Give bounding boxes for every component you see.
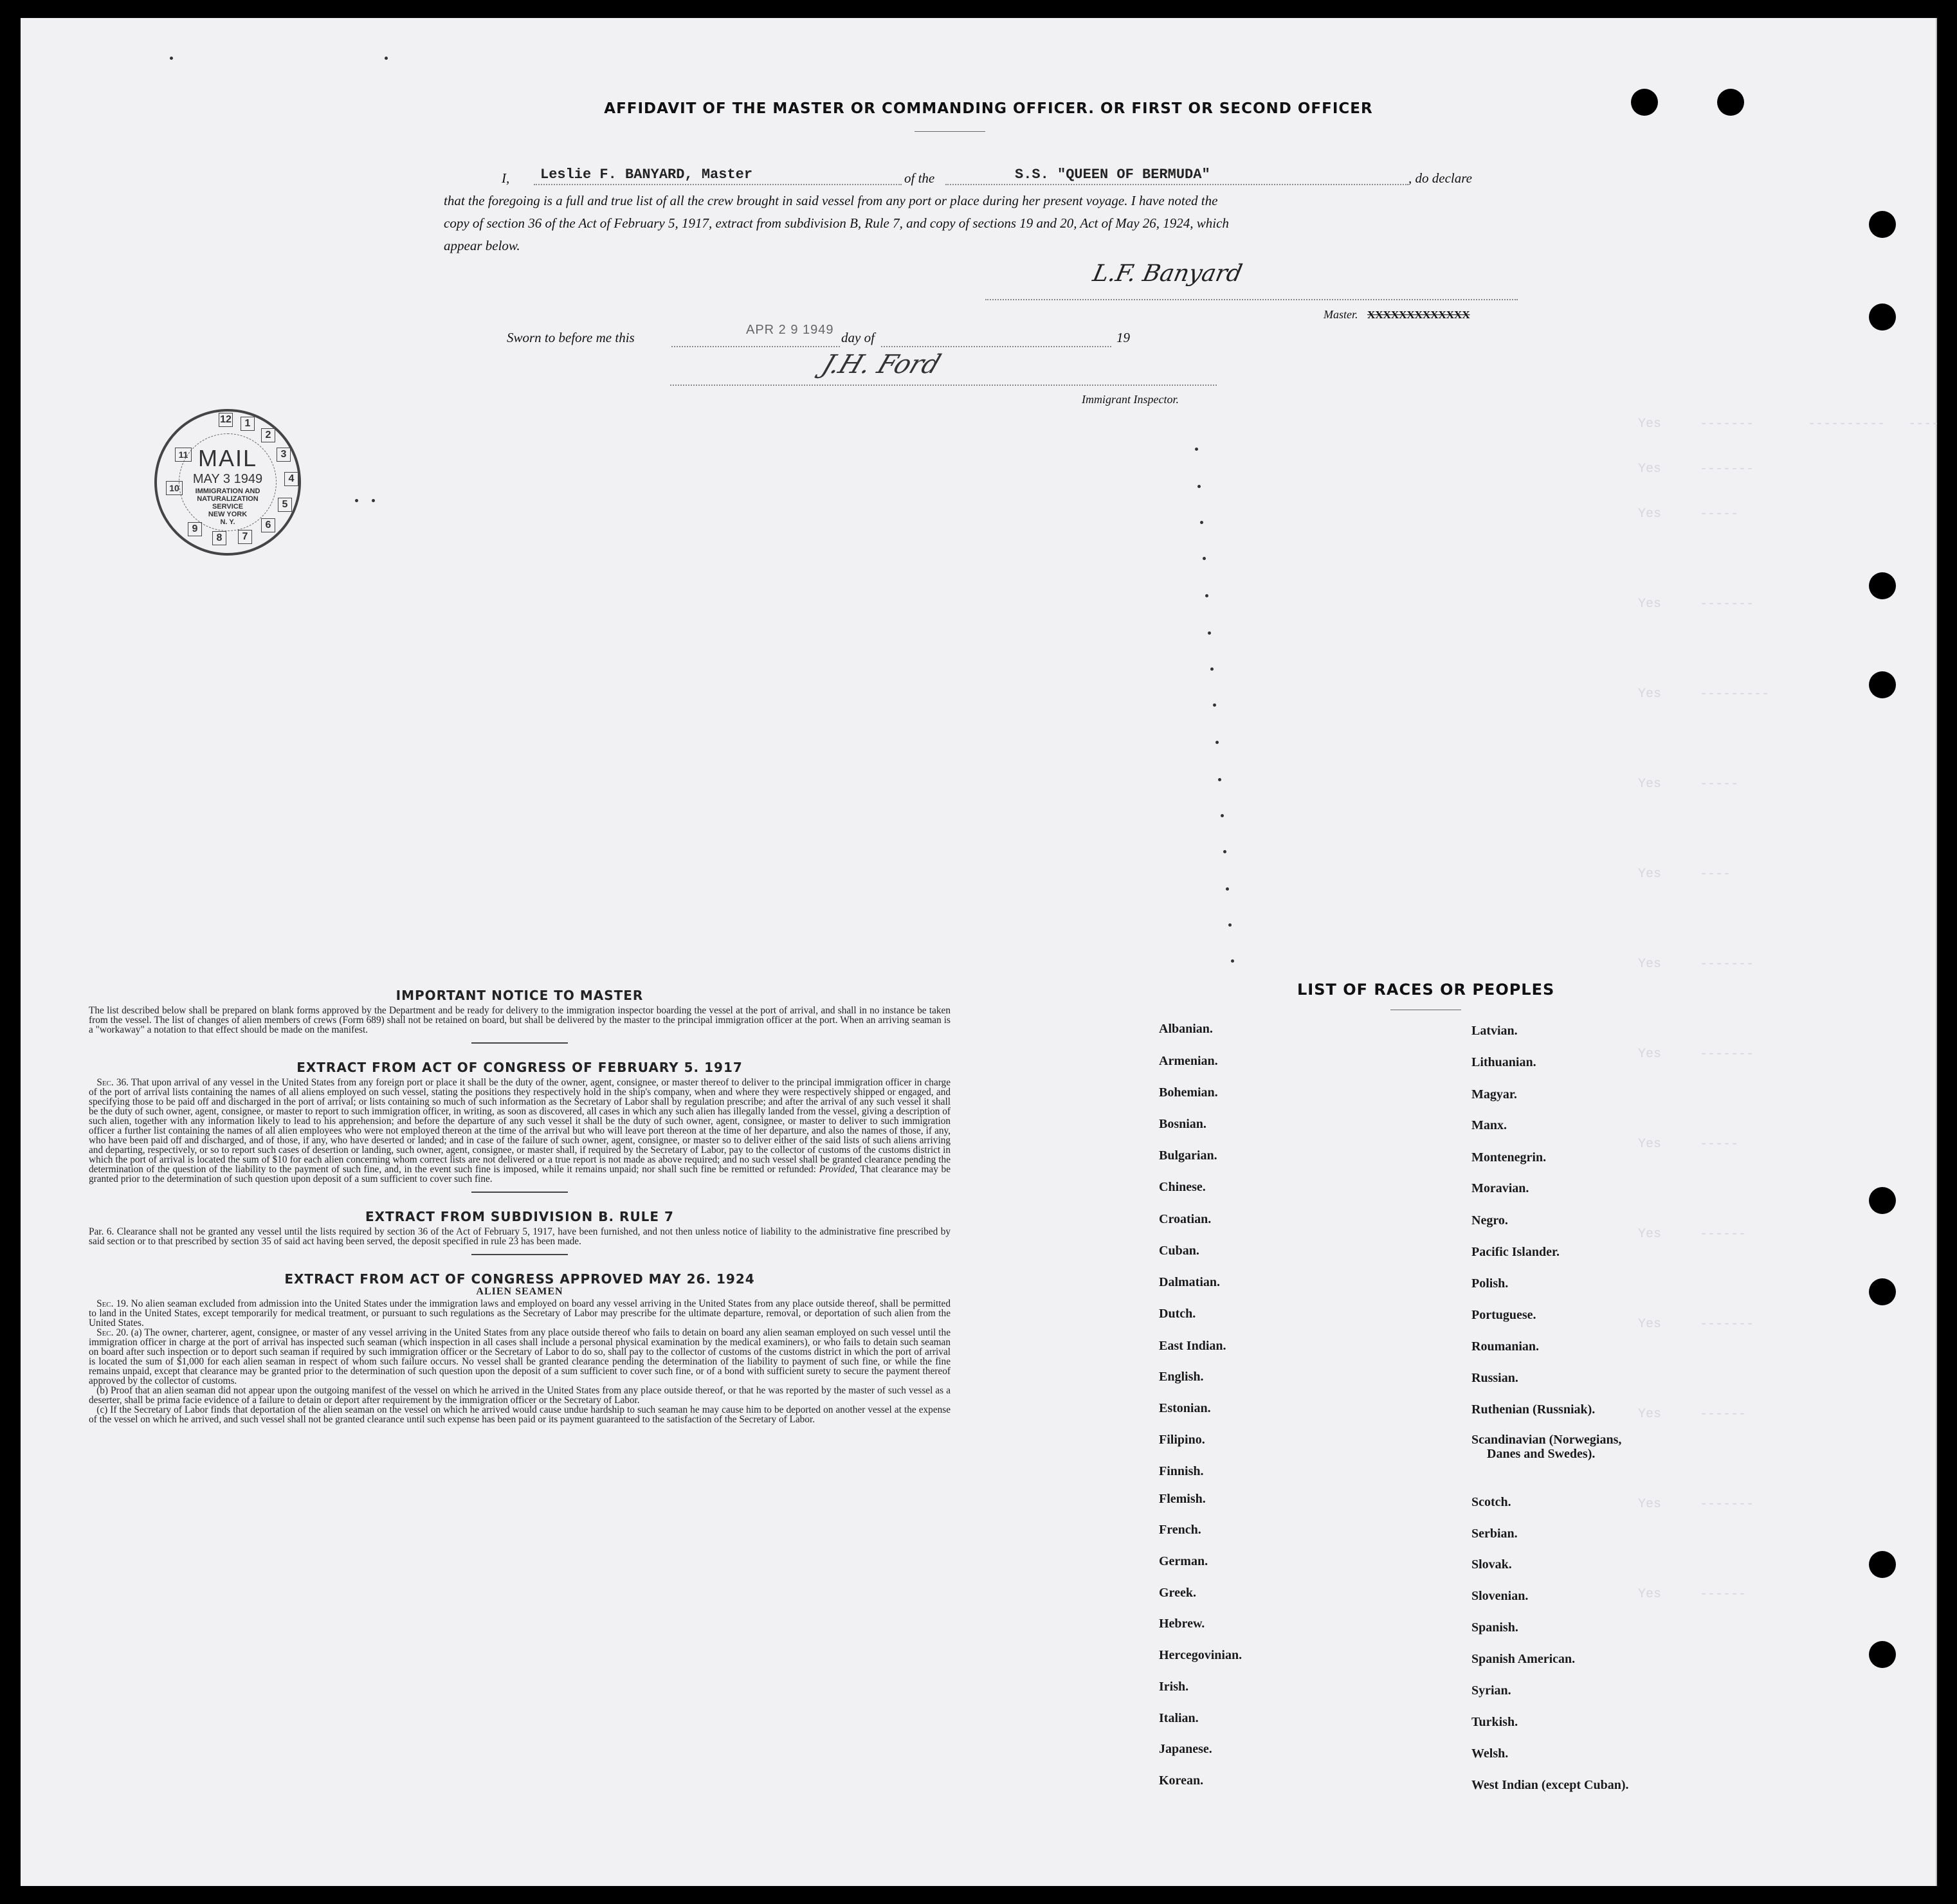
act-1924-heading: EXTRACT FROM ACT OF CONGRESS APPROVED MAY 26. 1924 [284, 1271, 755, 1287]
bleed-through-text: Yes ---- [1638, 867, 1731, 882]
race-item: Polish. [1471, 1276, 1509, 1291]
speck [1215, 741, 1219, 744]
speck [1213, 703, 1216, 707]
stamp-hour: 1 [241, 417, 255, 431]
bleed-through-text: Yes ------ [1638, 1227, 1747, 1242]
sec-20a-text [89, 1328, 951, 1386]
race-item: Negro. [1471, 1213, 1508, 1228]
manifest-sheet [21, 18, 1940, 1886]
bleed-through-text: Yes ----- [1638, 507, 1739, 521]
race-item: Turkish. [1471, 1715, 1518, 1729]
vessel-name-field: S.S. "QUEEN OF BERMUDA" [1015, 167, 1210, 183]
race-item: French. [1159, 1523, 1201, 1537]
sec-20c-text [89, 1405, 951, 1424]
bleed-through-text: Yes ------- [1638, 462, 1754, 476]
section-rule [471, 1254, 568, 1255]
speck [170, 57, 173, 60]
race-item: Scotch. [1471, 1495, 1511, 1509]
section-rule [471, 1192, 568, 1193]
sec-20b-text [89, 1386, 951, 1405]
master-name-line [534, 184, 902, 185]
punch-hole [1869, 304, 1896, 331]
race-item: Spanish. [1471, 1620, 1518, 1635]
speck [355, 499, 358, 502]
date-stamp: APR 2 9 1949 [746, 323, 834, 337]
stamp-agency [157, 487, 298, 526]
speck [1223, 850, 1226, 853]
stamp-hour: 12 [219, 413, 233, 427]
stamp-date: MAY 3 1949 [192, 472, 263, 486]
race-item: Danes and Swedes). [1487, 1447, 1596, 1461]
race-item: Ruthenian (Russniak). [1471, 1402, 1596, 1417]
act-1917-heading: EXTRACT FROM ACT OF CONGRESS OF FEBRUARY 5. 1917 [296, 1060, 743, 1075]
inspector-signature: J.H. Ford [817, 350, 945, 379]
race-item: Russian. [1471, 1371, 1518, 1385]
race-item: Cuban. [1159, 1244, 1199, 1258]
title-rule [915, 131, 985, 132]
race-item: Dalmatian. [1159, 1275, 1220, 1289]
stamp-hour: 3 [277, 448, 291, 462]
master-label: Master. [1324, 308, 1358, 321]
race-item: Hercegovinian. [1159, 1648, 1242, 1662]
race-item: Lithuanian. [1471, 1055, 1536, 1069]
inspector-line [670, 385, 1217, 386]
race-item: Albanian. [1159, 1022, 1213, 1036]
stamp-line: N. Y. [220, 518, 235, 526]
stamp-line: NATURALIZATION [197, 495, 259, 503]
race-item: Bohemian. [1159, 1085, 1218, 1100]
section-label: Sec. 36. [96, 1077, 129, 1088]
speck [1226, 887, 1229, 891]
punch-hole [1869, 671, 1896, 698]
stamp-hour: 8 [212, 531, 226, 545]
bleed-through-text: Yes ------- [1638, 1497, 1754, 1512]
day-of-label: day of [841, 330, 875, 345]
notices-column [89, 988, 951, 1425]
received-stamp [154, 409, 301, 556]
race-item: Filipino. [1159, 1433, 1205, 1447]
race-item: Bosnian. [1159, 1117, 1206, 1131]
race-item: Korean. [1159, 1773, 1204, 1788]
stamp-line: IMMIGRATION AND [195, 487, 260, 495]
race-item: Syrian. [1471, 1683, 1511, 1698]
bleed-through-text: Yes ------- ---------- ---- [1638, 417, 1940, 431]
race-item: East Indian. [1159, 1339, 1226, 1353]
race-item: German. [1159, 1554, 1208, 1568]
stamp-hour: 7 [238, 530, 252, 544]
master-name-field: Leslie F. BANYARD, Master [540, 167, 753, 183]
stamp-line: SERVICE [212, 503, 244, 511]
speck [1203, 557, 1206, 560]
bleed-through-text: Yes ------ [1638, 1587, 1747, 1602]
bleed-through-text: Yes ------- [1638, 957, 1754, 972]
sec-20b-body: (b) Proof that an alien seaman did not appear upon the outgoing manifest of the vessel on which he arrived in the United States from any place outside thereof, or that he was reported by the master of such vessel as a deserter, shall be prima facie evidence of a failure to detain or deport after requirement by the immigration officer or the Secretary of Labor. [89, 1385, 951, 1406]
sec-19-text [89, 1299, 951, 1328]
sworn-label: Sworn to before me this [507, 330, 635, 345]
affidavit-line-3: copy of section 36 of the Act of February 5, 1917, extract from subdivision B, Rule 7, and copy of sections 19 and 20, Act of May 26, 1924, which [444, 215, 1229, 231]
race-item: Moravian. [1471, 1181, 1529, 1195]
stamp-hour: 2 [261, 428, 275, 442]
bleed-through-text: Yes ----- [1638, 1137, 1739, 1152]
act-1917-body: That upon arrival of any vessel in the United States from any foreign port or place it shall be the duty of the owner, agent, consignee, or master thereof to deliver to the principal immigration officer in charge of the port of arrival lists containing the names of all aliens employed on such vessel, stating the positions they respectively hold in the ship's company, when and where they were respectively shipped or engaged, and specifying those to be paid off and discharged in the port of arrival; or lists containing so much of such information as the Secretary of Labor shall by regulation prescribe; and after the arrival of any such vessel it shall be the duty of such owner, agent, consignee, or master to report to such immigration officer, in writing, as soon as discovered, all cases in which any such alien has illegally landed from the vessel, giving a description of such alien, together with any information likely to lead to his apprehension; and before the departure of any such vessel it shall be the duty of such owner, agent, consignee, or master to deliver to such immigration officer a further list containing the names of all alien employees who were not employed thereon at the time of the arrival but who will leave port thereon at the time of her departure, and also the names of those, if any, who have been paid off and discharged, and of those, if any, who have deserted or landed; and in case of the failure of such owner, agent, consignee, or master so to deliver either of the said lists of such aliens arriving and departing, respectively, or so to report such cases of desertion or landing, such owner, agent, consignee, or master shall, if required by the Secretary of Labor, pay to the collector of customs of the customs district in which the port of arrival is located the sum of $10 for each alien concerning whom correct lists are not delivered or a true report is not made as above required; and no such vessel shall be granted clearance pending the determination of the question of the liability to the payment of such fine, and, in the event such fine is imposed, while it remains unpaid; nor shall such fine be remitted or refunded: [89, 1077, 951, 1175]
inspector-label: Immigrant Inspector. [1082, 393, 1179, 406]
races-title: LIST OF RACES OR PEOPLES [1297, 981, 1555, 999]
speck [1205, 594, 1208, 597]
speck [1218, 778, 1221, 781]
i-label: I, [502, 170, 510, 186]
affidavit-line-2: that the foregoing is a full and true list of all the crew brought in said vessel from any port or place during her present voyage. I have noted the [444, 193, 1218, 208]
speck [385, 57, 388, 60]
section-label: Sec. 20. [96, 1327, 129, 1338]
race-item: Italian. [1159, 1711, 1199, 1725]
act-1917-tail: That clearance may be granted prior to the determination of such question upon deposit of a sum sufficient to cover such fine. [89, 1164, 951, 1184]
bleed-through-text: Yes ------- [1638, 1047, 1754, 1062]
stamp-hour: 10 [166, 481, 183, 495]
rule-7-text: Par. 6. Clearance shall not be granted any vessel until the lists required by section 36 of the Act of February 5, 1917, have been furnished, and not then unless notice of liability to the administrative fine prescribed by said section or to that prescribed by section 35 of said act having been served, the deposit specified in rule 23 has been made. [89, 1226, 951, 1247]
race-item: Dutch. [1159, 1307, 1196, 1321]
sec-20c-body: (c) If the Secretary of Labor finds that deportation of the alien seaman on the vessel on which he arrived would cause undue hardship to such seaman he may cause him to be deported on another vessel at the expense of the vessel on which he arrived, and such vessel shall not be granted clearance until such expense has been paid or its payment guaranteed to the satisfaction of the Secretary of Labor. [89, 1404, 951, 1425]
sworn-day-line [671, 346, 840, 347]
bleed-through-text: Yes ------- [1638, 1317, 1754, 1332]
stamp-hour: 6 [261, 518, 275, 532]
master-signature-line [985, 299, 1518, 300]
stamp-hour: 11 [175, 448, 192, 462]
do-declare-label: , do declare [1408, 170, 1472, 186]
race-item: Pacific Islander. [1471, 1245, 1560, 1259]
speck [1208, 631, 1211, 635]
race-item: Welsh. [1471, 1746, 1509, 1761]
bleed-through-text: Yes --------- [1638, 687, 1770, 702]
race-item: Greek. [1159, 1586, 1196, 1600]
bleed-through-text: Yes ------ [1638, 1407, 1747, 1422]
race-item: Serbian. [1471, 1527, 1518, 1541]
stamp-hour: 5 [278, 498, 292, 512]
punch-hole [1869, 211, 1896, 238]
notice-heading: IMPORTANT NOTICE TO MASTER [396, 988, 644, 1003]
race-item: Latvian. [1471, 1024, 1518, 1038]
race-item: Scandinavian (Norwegians, [1471, 1433, 1622, 1447]
speck [1200, 521, 1203, 524]
affidavit-line-4: appear below. [444, 238, 520, 253]
stamp-mail: MAIL [197, 445, 258, 471]
race-item: Slovenian. [1471, 1589, 1529, 1603]
speck [1231, 959, 1234, 963]
race-item: English. [1159, 1370, 1204, 1384]
race-item: Flemish. [1159, 1492, 1206, 1506]
race-item: Roumanian. [1471, 1339, 1540, 1354]
section-label: Sec. 19. [96, 1298, 129, 1309]
race-item: Manx. [1471, 1118, 1507, 1132]
stamp-line: NEW YORK [208, 511, 248, 518]
rule-7-heading: EXTRACT FROM SUBDIVISION B. RULE 7 [365, 1209, 674, 1224]
month-line [881, 346, 1111, 347]
alien-seamen-subheading: ALIEN SEAMEN [476, 1286, 563, 1297]
race-item: Montenegrin. [1471, 1150, 1547, 1165]
speck [1210, 667, 1214, 671]
punch-hole [1869, 1551, 1896, 1578]
punch-hole [1869, 572, 1896, 599]
sec-20a-body: (a) The owner, charterer, agent, consignee, or master of any vessel arriving in the United States from any place outside thereof who fails to detain on board any alien seaman employed on such vessel until the immigration officer in charge at the port of arrival has inspected such seaman (which inspection in all cases shall include a personal physical examination by the medical examiners), or who fails to detain such seaman on board after such inspection or to deport such seaman if required by such immigration officer or the Secretary of Labor to do so, shall pay to the collector of customs of the customs district in which the port of arrival is located the sum of $1,000 for each alien seaman in respect of whom such failure occurs. No vessel shall be granted clearance pending the determination of the liability to payment of such fine, or while the fine remains unpaid, except that clearance may be granted prior to the determination of such question upon the deposit of a sum sufficient to cover such fine, or of a bond with sufficient surety to secure the payment thereof approved by the collector of customs. [89, 1327, 951, 1386]
race-item: Magyar. [1471, 1087, 1517, 1102]
section-rule [471, 1042, 568, 1044]
punch-hole [1869, 1641, 1896, 1668]
race-item: Hebrew. [1159, 1617, 1205, 1631]
race-item: Chinese. [1159, 1180, 1206, 1194]
struck-title: XXXXXXXXXXXXX [1367, 309, 1470, 321]
bleed-through-text: Yes ----- [1638, 777, 1739, 792]
race-item: Irish. [1159, 1680, 1189, 1694]
act-1917-text [89, 1078, 951, 1184]
race-item: West Indian (except Cuban). [1471, 1778, 1629, 1792]
race-item: Finnish. [1159, 1464, 1204, 1478]
race-item: Armenian. [1159, 1054, 1218, 1068]
notice-text: The list described below shall be prepared on blank forms approved by the Department and be ready for delivery to the immigration inspector boarding the vessel at the port of arrival, and shall in no instance be taken from the vessel. The list of changes of alien members of crews (Form 689) shall not be retained on board, but shall be delivered by the master to the principal immigration officer at the port. When an arriving seaman is a "workaway" a notation to that effect should be made on the manifest. [89, 1005, 951, 1035]
race-item: Slovak. [1471, 1557, 1512, 1572]
punch-hole [1869, 1187, 1896, 1214]
bleed-through-text: Yes ------- [1638, 597, 1754, 612]
race-item: Bulgarian. [1159, 1148, 1217, 1163]
stamp-hour: 9 [188, 522, 202, 536]
speck [1221, 814, 1224, 817]
vessel-name-line [945, 184, 1408, 185]
of-the-label: of the [904, 170, 935, 186]
speck [1195, 448, 1198, 451]
race-item: Japanese. [1159, 1742, 1212, 1756]
race-item: Portuguese. [1471, 1308, 1536, 1322]
master-signature: L.F. Banyard [1090, 260, 1245, 287]
punch-hole [1869, 1278, 1896, 1305]
provided-word: Provided, [819, 1164, 857, 1175]
race-item: Spanish American. [1471, 1652, 1576, 1666]
race-item: Estonian. [1159, 1401, 1211, 1415]
speck [1197, 485, 1201, 488]
speck [372, 499, 375, 502]
stamp-hour: 4 [284, 472, 298, 486]
year-prefix: 19 [1116, 330, 1130, 345]
race-item: Croatian. [1159, 1212, 1212, 1226]
sec-19-body: No alien seaman excluded from admission into the United States under the immigration laws and employed on board any vessel arriving in the United States from any place outside thereof, shall be permitted to land in the United States, except temporarily for medical treatment, or pursuant to such regulations as the Secretary of Labor may prescribe for the ultimate departure, removal, or deportation of such alien from the United States. [89, 1298, 951, 1328]
affidavit-title: AFFIDAVIT OF THE MASTER OR COMMANDING OFFICER. OR FIRST OR SECOND OFFICER [604, 100, 1373, 117]
speck [1228, 923, 1232, 927]
